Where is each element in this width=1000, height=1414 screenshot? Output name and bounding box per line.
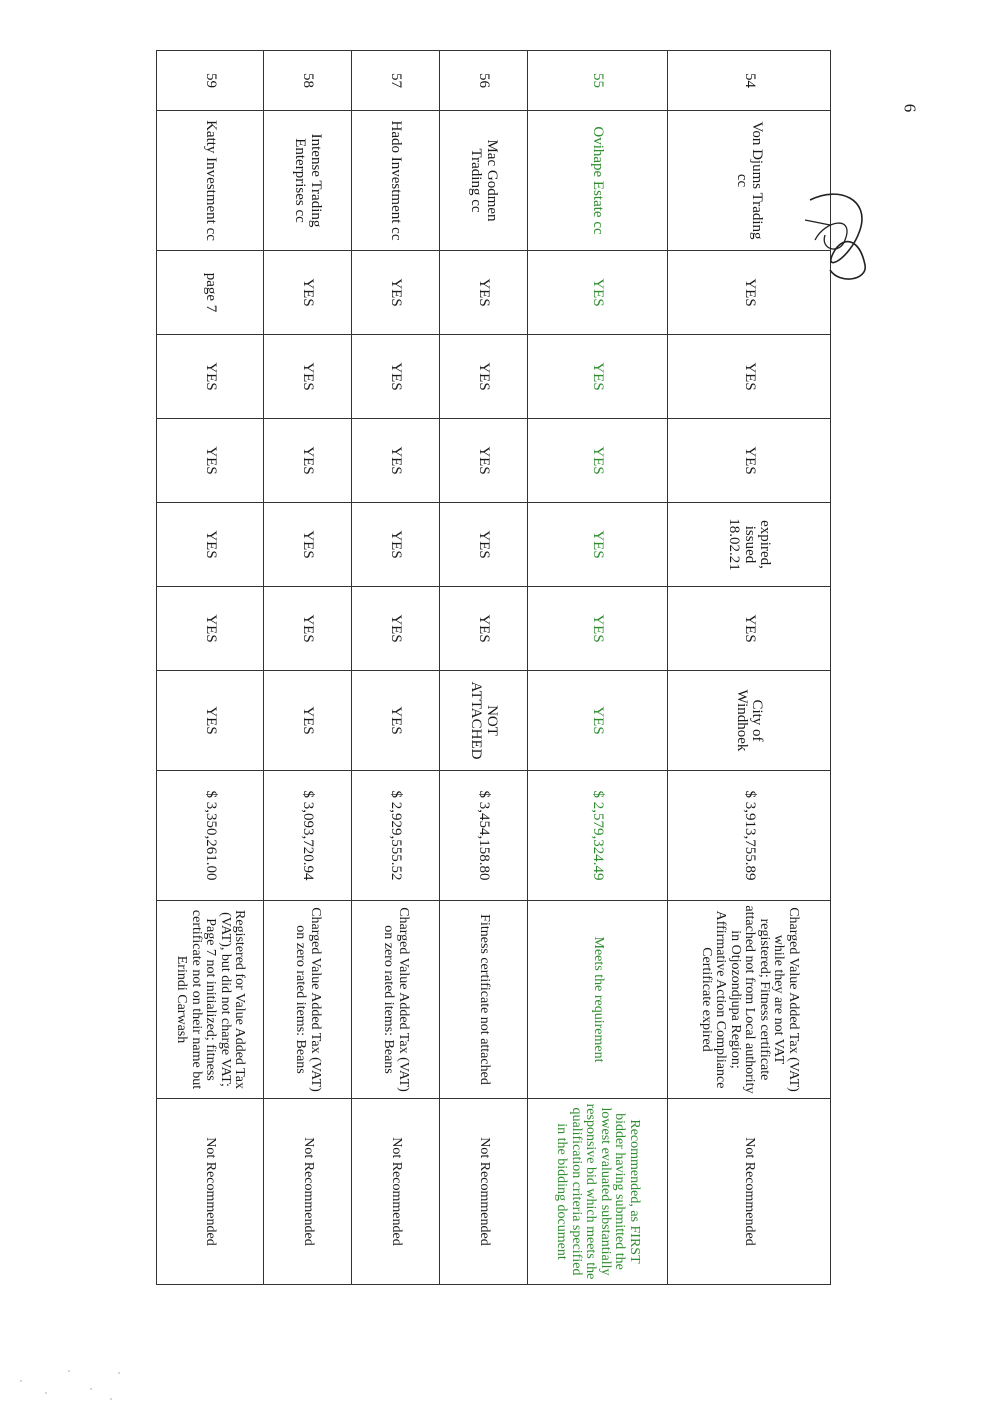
- cell-name: Intense Trading Enterprises cc: [264, 111, 352, 251]
- cell-c2: YES: [668, 335, 831, 419]
- scan-speck: [90, 1388, 92, 1390]
- cell-no: 59: [157, 51, 264, 111]
- cell-c4: YES: [528, 503, 668, 587]
- cell-name: Katty Investment cc: [157, 111, 264, 251]
- cell-c3: YES: [440, 419, 528, 503]
- page-number: 6: [900, 103, 920, 113]
- cell-c6: YES: [528, 671, 668, 771]
- cell-c5: YES: [352, 587, 440, 671]
- cell-status: Not Recommended: [264, 1099, 352, 1285]
- cell-c4: YES: [352, 503, 440, 587]
- cell-c3: YES: [264, 419, 352, 503]
- cell-c4: expired, issued 18.02.21: [668, 503, 831, 587]
- cell-c2: YES: [264, 335, 352, 419]
- cell-c5: YES: [528, 587, 668, 671]
- cell-remark: Charged Value Added Tax (VAT) while they are not VAT registered; Fitness certificate attached not from Local authority in Otjozondjupa Region; Affirmative Action Compliance Certificate expired: [668, 901, 831, 1099]
- cell-c2: YES: [352, 335, 440, 419]
- table-row: [352, 51, 440, 1285]
- cell-remark: Charged Value Added Tax (VAT) on zero rated items: Beans: [264, 901, 352, 1099]
- cell-c1: YES: [528, 251, 668, 335]
- cell-c3: YES: [528, 419, 668, 503]
- cell-c5: YES: [668, 587, 831, 671]
- cell-no: 58: [264, 51, 352, 111]
- table-row: [157, 51, 264, 1285]
- signature: [800, 180, 880, 290]
- table-row: [264, 51, 352, 1285]
- cell-name: Hado Investment cc: [352, 111, 440, 251]
- cell-remark: Fitness certificate not attached: [440, 901, 528, 1099]
- evaluation-table-container: [157, 50, 831, 1284]
- cell-c3: YES: [668, 419, 831, 503]
- cell-c1: page 7: [157, 251, 264, 335]
- cell-name: Von Djums Trading cc: [668, 111, 831, 251]
- cell-c5: YES: [440, 587, 528, 671]
- scan-speck: [110, 1398, 112, 1400]
- cell-remark: Charged Value Added Tax (VAT) on zero rated items: Beans: [352, 901, 440, 1099]
- cell-no: 54: [668, 51, 831, 111]
- cell-status: Not Recommended: [440, 1099, 528, 1285]
- scan-speck: [118, 1372, 120, 1374]
- cell-status: Not Recommended: [157, 1099, 264, 1285]
- cell-c4: YES: [157, 503, 264, 587]
- cell-c6: YES: [264, 671, 352, 771]
- cell-c1: YES: [668, 251, 831, 335]
- cell-c2: YES: [440, 335, 528, 419]
- cell-name: Mac Godmen Trading cc: [440, 111, 528, 251]
- cell-no: 55: [528, 51, 668, 111]
- cell-price: $ 3,093,720.94: [264, 771, 352, 901]
- scan-speck: [68, 1370, 70, 1372]
- cell-price: $ 2,579,324.49: [528, 771, 668, 901]
- cell-c5: YES: [264, 587, 352, 671]
- cell-no: 57: [352, 51, 440, 111]
- cell-c6: YES: [157, 671, 264, 771]
- cell-name: Ovihape Estate cc: [528, 111, 668, 251]
- cell-no: 56: [440, 51, 528, 111]
- cell-c6: YES: [352, 671, 440, 771]
- cell-c1: YES: [264, 251, 352, 335]
- cell-status: Not Recommended: [668, 1099, 831, 1285]
- cell-status: Not Recommended: [352, 1099, 440, 1285]
- cell-remark: Meets the requirement: [528, 901, 668, 1099]
- cell-c2: YES: [157, 335, 264, 419]
- cell-c6: NOT ATTACHED: [440, 671, 528, 771]
- table-row: [528, 51, 668, 1285]
- cell-c3: YES: [157, 419, 264, 503]
- cell-remark: Registered for Value Added Tax (VAT), but did not charge VAT; Page 7 not initialized; fitness certificate not on their name but Erindi Carwash: [157, 901, 264, 1099]
- cell-c4: YES: [264, 503, 352, 587]
- cell-c5: YES: [157, 587, 264, 671]
- cell-c6: City of Windhoek: [668, 671, 831, 771]
- scan-speck: [20, 1380, 22, 1382]
- cell-price: $ 3,913,755.89: [668, 771, 831, 901]
- scan-speck: [45, 1392, 47, 1394]
- cell-status: Recommended, as FIRST bidder having submitted the lowest evaluated substantially responsive bid which meets the qualification criteria specified in the bidding document: [528, 1099, 668, 1285]
- cell-c2: YES: [528, 335, 668, 419]
- cell-c1: YES: [352, 251, 440, 335]
- cell-price: $ 3,350,261.00: [157, 771, 264, 901]
- cell-c1: YES: [440, 251, 528, 335]
- cell-c3: YES: [352, 419, 440, 503]
- cell-c4: YES: [440, 503, 528, 587]
- table-row: [440, 51, 528, 1285]
- bid-evaluation-table: [156, 50, 831, 1285]
- cell-price: $ 3,454,158.80: [440, 771, 528, 901]
- cell-price: $ 2,929,555.52: [352, 771, 440, 901]
